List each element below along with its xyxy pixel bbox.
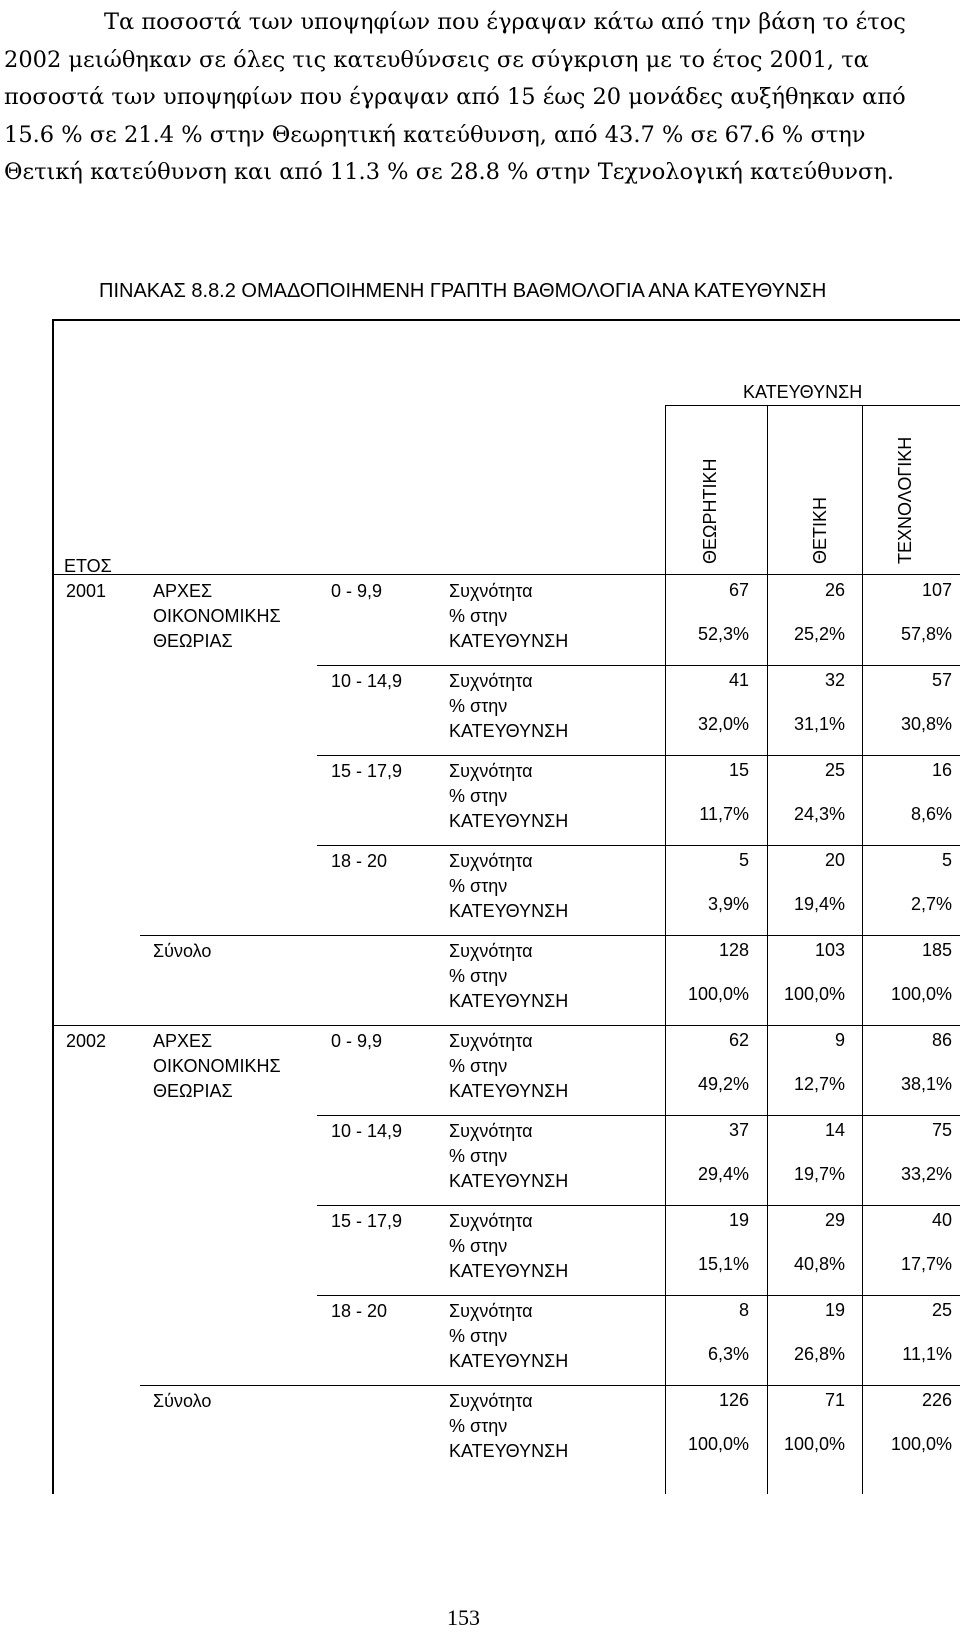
subject-label: ΑΡΧΕΣ [153,581,213,601]
pct-value: 100,0% [783,984,845,1004]
freq-label: Συχνότητα [449,851,533,871]
paragraph-line: ποσοστά των υποψηφίων που έγραψαν από 15 έως 20 μονάδες αυξήθηκαν από [4,84,906,111]
freq-value: 26 [824,580,845,600]
pct-label: % στην [449,1326,508,1346]
subject-label: ΘΕΩΡΙΑΣ [153,631,233,651]
row-divider [317,755,960,756]
freq-value: 15 [728,760,749,780]
freq-value: 5 [941,850,952,870]
total-label: Σύνολο [153,1391,212,1411]
freq-label: Συχνότητα [449,1031,533,1051]
pct-label: ΚΑΤΕΥΘΥΝΣΗ [449,631,569,651]
freq-value: 29 [824,1210,845,1230]
pct-value: 52,3% [697,624,749,644]
pct-label: % στην [449,606,508,626]
row-divider [317,845,960,846]
pct-value: 57,8% [900,624,952,644]
row-divider [317,665,960,666]
freq-label: Συχνότητα [449,1391,533,1411]
pct-value: 100,0% [783,1434,845,1454]
year-header: ΕΤΟΣ [64,556,112,576]
pct-value: 25,2% [793,624,845,644]
pct-value: 24,3% [793,804,845,824]
freq-value: 57 [931,670,952,690]
row-divider [317,1115,960,1116]
freq-value: 25 [824,760,845,780]
pct-value: 19,7% [793,1164,845,1184]
range-label: 18 - 20 [331,851,388,871]
column-header-2: ΤΕΧΝΟΛΟΓΙΚΗ [895,436,915,564]
pct-label: % στην [449,786,508,806]
year-divider [54,1025,960,1026]
pct-label: ΚΑΤΕΥΘΥΝΣΗ [449,811,569,831]
row-divider [317,1295,960,1296]
range-label: 0 - 9,9 [331,1031,383,1051]
freq-value: 126 [718,1390,749,1410]
pct-value: 32,0% [697,714,749,734]
pct-label: % στην [449,876,508,896]
paragraph-line: Θετική κατεύθυνση και από 11.3 % σε 28.8 % στην Τεχνολογική κατεύθυνση. [4,159,894,186]
freq-value: 37 [728,1120,749,1140]
pct-value: 8,6% [910,804,952,824]
range-label: 15 - 17,9 [331,761,403,781]
pct-value: 100,0% [890,984,952,1004]
range-label: 0 - 9,9 [331,581,383,601]
range-label: 15 - 17,9 [331,1211,403,1231]
pct-value: 30,8% [900,714,952,734]
freq-value: 16 [931,760,952,780]
freq-value: 86 [931,1030,952,1050]
freq-value: 67 [728,580,749,600]
pct-value: 19,4% [793,894,845,914]
header-bottom-rule [54,574,960,575]
freq-label: Συχνότητα [449,1211,533,1231]
freq-value: 8 [738,1300,749,1320]
paragraph-line: Τα ποσοστά των υποψηφίων που έγραψαν κάτω από την βάση το έτος [104,9,906,35]
pct-value: 26,8% [793,1344,845,1364]
freq-label: Συχνότητα [449,1121,533,1141]
pct-value: 49,2% [697,1074,749,1094]
table-caption: ΠΙΝΑΚΑΣ 8.8.2 ΟΜΑΔΟΠΟΙΗΜΕΝΗ ΓΡΑΠΤΗ ΒΑΘΜΟΛΟΓΙΑ ΑΝΑ ΚΑΤΕΥΘΥΝΣΗ [99,280,827,302]
freq-value: 128 [718,940,749,960]
pct-label: ΚΑΤΕΥΘΥΝΣΗ [449,1441,569,1461]
freq-label: Συχνότητα [449,1301,533,1321]
score-table [52,319,960,1494]
row-divider [317,1205,960,1206]
pct-value: 100,0% [687,1434,749,1454]
pct-label: ΚΑΤΕΥΘΥΝΣΗ [449,1081,569,1101]
year-label: 2002 [66,1031,107,1051]
pct-value: 40,8% [793,1254,845,1274]
pct-value: 100,0% [890,1434,952,1454]
pct-value: 29,4% [697,1164,749,1184]
year-label: 2001 [66,581,107,601]
paragraph-line: 2002 μειώθηκαν σε όλες τις κατευθύνσεις σε σύγκριση με το έτος 2001, τα [4,46,869,73]
range-label: 18 - 20 [331,1301,388,1321]
header-divider [665,405,960,406]
pct-value: 100,0% [687,984,749,1004]
range-label: 10 - 14,9 [331,1121,403,1141]
freq-label: Συχνότητα [449,581,533,601]
pct-value: 31,1% [793,714,845,734]
column-header-1: ΘΕΤΙΚΗ [810,496,830,564]
freq-label: Συχνότητα [449,761,533,781]
column-header-0: ΘΕΩΡΗΤΙΚΗ [700,458,720,564]
freq-value: 25 [931,1300,952,1320]
range-label: 10 - 14,9 [331,671,403,691]
total-divider [140,1385,960,1386]
freq-value: 5 [738,850,749,870]
pct-value: 15,1% [697,1254,749,1274]
freq-value: 19 [824,1300,845,1320]
pct-label: ΚΑΤΕΥΘΥΝΣΗ [449,721,569,741]
total-label: Σύνολο [153,941,212,961]
freq-label: Συχνότητα [449,671,533,691]
subject-label: ΟΙΚΟΝΟΜΙΚΗΣ [153,606,281,626]
pct-label: % στην [449,1146,508,1166]
freq-value: 107 [921,580,952,600]
pct-value: 17,7% [900,1254,952,1274]
paragraph-line: 15.6 % σε 21.4 % στην Θεωρητική κατεύθυνση, από 43.7 % σε 67.6 % στην [4,121,866,148]
freq-value: 14 [824,1120,845,1140]
pct-value: 11,7% [699,804,749,824]
pct-label: % στην [449,1236,508,1256]
pct-label: ΚΑΤΕΥΘΥΝΣΗ [449,1351,569,1371]
freq-value: 75 [931,1120,952,1140]
pct-label: ΚΑΤΕΥΘΥΝΣΗ [449,1171,569,1191]
pct-label: % στην [449,966,508,986]
subject-label: ΟΙΚΟΝΟΜΙΚΗΣ [153,1056,281,1076]
pct-value: 38,1% [900,1074,952,1094]
freq-value: 32 [824,670,845,690]
pct-value: 11,1% [902,1344,952,1364]
subject-label: ΘΕΩΡΙΑΣ [153,1081,233,1101]
freq-value: 71 [824,1390,845,1410]
pct-label: ΚΑΤΕΥΘΥΝΣΗ [449,901,569,921]
body-paragraph [4,4,934,192]
pct-label: % στην [449,1056,508,1076]
freq-value: 40 [931,1210,952,1230]
freq-value: 20 [824,850,845,870]
pct-value: 12,7% [793,1074,845,1094]
freq-value: 41 [728,670,749,690]
page-number: 153 [447,1605,480,1630]
freq-value: 62 [728,1030,749,1050]
subject-label: ΑΡΧΕΣ [153,1031,213,1051]
pct-label: ΚΑΤΕΥΘΥΝΣΗ [449,1261,569,1281]
pct-label: ΚΑΤΕΥΘΥΝΣΗ [449,991,569,1011]
freq-value: 9 [834,1030,845,1050]
freq-label: Συχνότητα [449,941,533,961]
pct-label: % στην [449,1416,508,1436]
pct-value: 2,7% [910,894,952,914]
group-header-direction: ΚΑΤΕΥΘΥΝΣΗ [743,382,863,402]
pct-label: % στην [449,696,508,716]
total-divider [140,935,960,936]
freq-value: 19 [728,1210,749,1230]
freq-value: 185 [921,940,952,960]
freq-value: 226 [921,1390,952,1410]
pct-value: 3,9% [707,894,749,914]
freq-value: 103 [814,940,845,960]
pct-value: 33,2% [900,1164,952,1184]
pct-value: 6,3% [707,1344,749,1364]
